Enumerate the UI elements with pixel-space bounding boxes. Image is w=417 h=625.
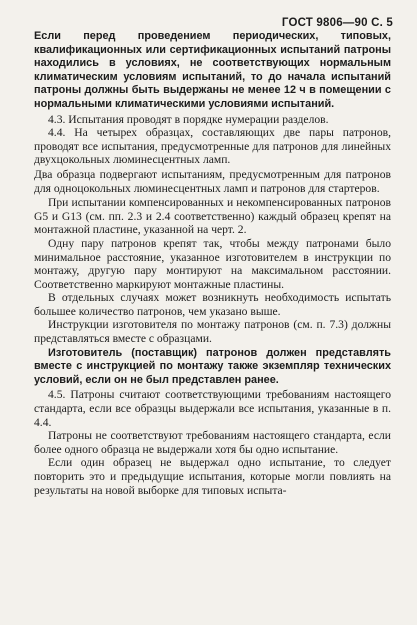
- page-header: ГОСТ 9806—90 С. 5: [281, 17, 393, 29]
- paragraph-4-3: 4.3. Испытания проводят в порядке нумерации разделов.: [48, 112, 329, 126]
- document-body: [34, 30, 391, 497]
- paragraph-retest: Если один образец не выдержал одно испытание, то следует повторить это и предыдущие испытания, которые могли повлиять на результаты на новой выборке для типовых испыта-: [34, 456, 391, 497]
- paragraph-nonconformity: Патроны не соответствуют требованиям настоящего стандарта, если более одного образца не выдержали хотя бы одно испытание.: [34, 429, 391, 456]
- paragraph-two-samples: Два образца подвергают испытаниям, предусмотренным для патронов для одноцокольных люминесцентных ламп и патронов для стартеров.: [34, 167, 391, 195]
- paragraph-conditioning: Если перед проведением периодических, типовых, квалификационных или сертификационных испытаний патроны находились в условиях, не соответствующих нормальным климатическим условиям испытаний, то до начала испытаний патроны должны быть выдержаны не менее 12 ч в помещении с нормальными климатическими условиями испытаний.: [34, 30, 391, 110]
- paragraph-more-samples: В отдельных случаях может возникнуть необходимость испытать большее количество патронов, чем указано выше.: [34, 291, 391, 318]
- paragraph-mounting-pairs: Одну пару патронов крепят так, чтобы между патронами было минимальное расстояние, указанное изготовителем в инструкции по монтажу, другую пару монтируют на максимальном расстоянии. Соответственно маркируют монтажные пластины.: [34, 236, 391, 291]
- paragraph-g5-g13: При испытании компенсированных и некомпенсированных патронов G5 и G13 (см. пп. 2.3 и 2.4 соответственно) каждый образец крепят на монтажной пластине, указанной на черт. 2.: [34, 196, 391, 237]
- paragraph-4-5: 4.5. Патроны считают соответствующими требованиям настоящего стандарта, если все образцы выдержали все испытания, указанные в п. 4.4.: [34, 388, 391, 429]
- paragraph-manufacturer: Изготовитель (поставщик) патронов должен представлять вместе с инструкцией по монтажу также экземпляр технических условий, если он не был представлен ранее.: [34, 346, 391, 386]
- paragraph-4-4: 4.4. На четырех образцах, составляющих две пары патронов, проводят все испытания, предусмотренные для патронов для линейных двухцокольных люминесцентных ламп.: [34, 126, 391, 167]
- paragraph-instructions: Инструкции изготовителя по монтажу патронов (см. п. 7.3) должны представляться вместе с образцами.: [34, 318, 391, 346]
